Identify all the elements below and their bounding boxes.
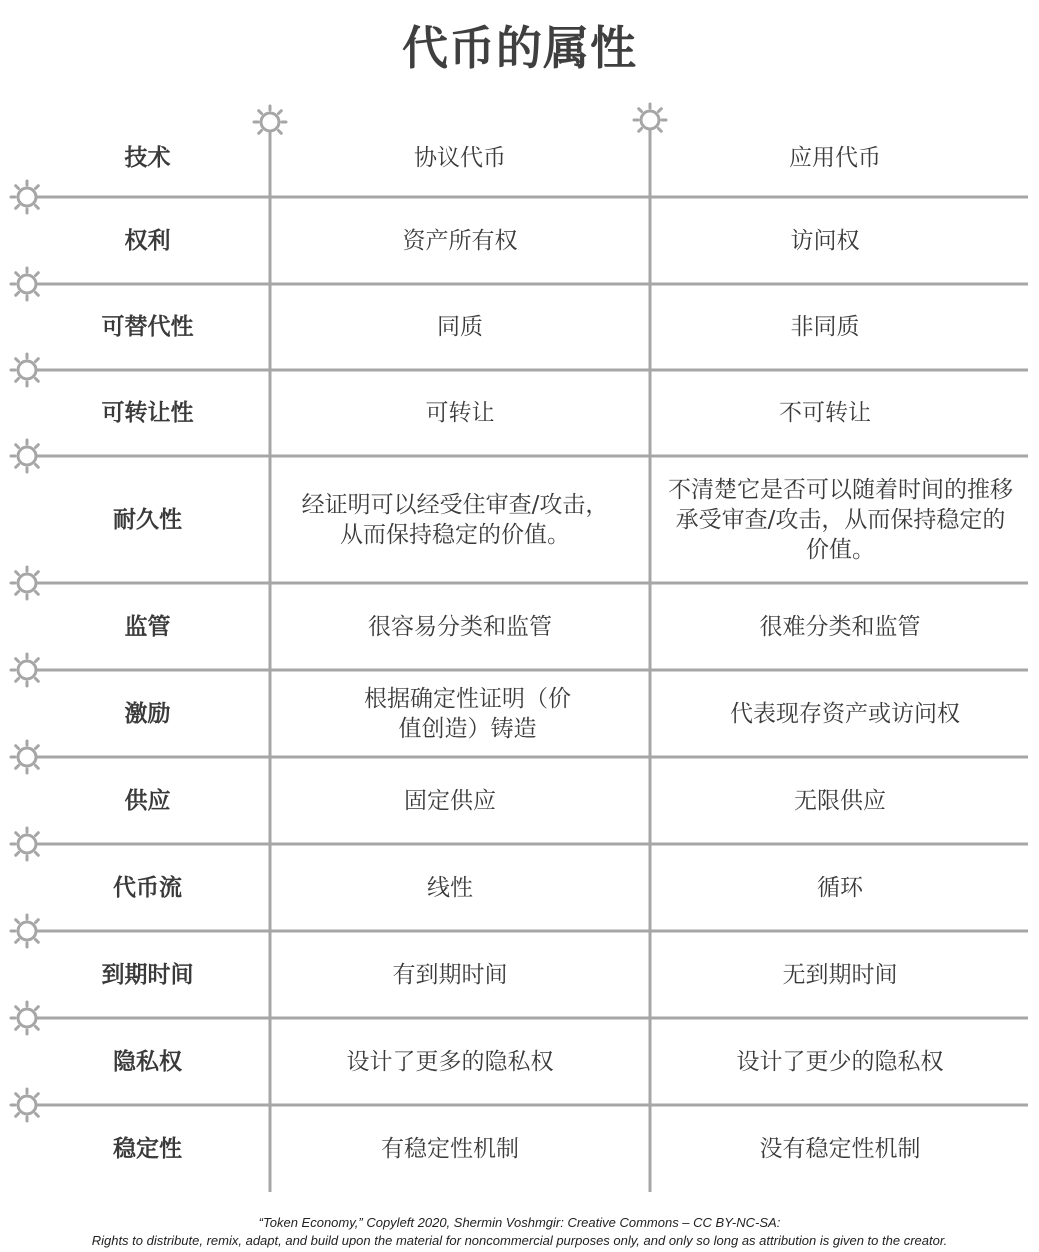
row-label: 可替代性 xyxy=(101,314,194,340)
header-row-label: 技术 xyxy=(124,144,171,171)
gear-icon xyxy=(11,181,43,213)
row-col2: 非同质 xyxy=(790,314,860,340)
row-col1: 固定供应 xyxy=(404,787,496,814)
row-col1: 有稳定性机制 xyxy=(381,1135,519,1162)
row-col1: 经证明可以经受住审查/攻击，从而保持稳定的价值。 xyxy=(301,491,609,548)
row-label: 隐私权 xyxy=(113,1048,182,1075)
gear-icon xyxy=(634,104,666,136)
row-label: 权利 xyxy=(124,227,171,254)
row-col1: 线性 xyxy=(427,874,473,901)
row-col2: 访问权 xyxy=(790,227,860,254)
row-col1: 同质 xyxy=(437,314,483,340)
row-label: 激励 xyxy=(124,700,171,727)
row-col2: 代表现存资产或访问权 xyxy=(730,700,960,727)
footer-license: Rights to distribute, remix, adapt, and build upon the material for noncommercial purposes only, and only so long as attribution is given to the creator. xyxy=(91,1233,948,1248)
row-label: 可转让性 xyxy=(101,400,194,426)
gear-icon xyxy=(11,741,43,773)
row-label: 监管 xyxy=(124,613,171,640)
row-label: 代币流 xyxy=(113,874,182,901)
row-col1: 很容易分类和监管 xyxy=(368,613,552,640)
row-label: 供应 xyxy=(124,787,171,814)
row-col1: 根据确定性证明（价值创造）铸造 xyxy=(364,685,571,742)
row-col1: 设计了更多的隐私权 xyxy=(346,1048,554,1075)
row-col2: 很难分类和监管 xyxy=(759,613,921,640)
gear-icon xyxy=(254,106,286,138)
row-col2: 设计了更少的隐私权 xyxy=(736,1048,944,1075)
row-col2: 循环 xyxy=(817,874,863,901)
gear-icon xyxy=(11,654,43,686)
footer-credit: “Token Economy,” Copyleft 2020, Shermin Voshmgir: Creative Commons – CC BY-NC-SA: xyxy=(258,1215,781,1230)
page-title: 代币的属性 xyxy=(402,21,637,75)
gear-icon xyxy=(11,1002,43,1034)
gear-icon xyxy=(11,440,43,472)
gear-icon xyxy=(11,1089,43,1121)
row-label: 到期时间 xyxy=(101,961,194,988)
row-col1: 资产所有权 xyxy=(402,227,518,254)
header-col1: 协议代币 xyxy=(414,144,506,171)
row-col1: 有到期时间 xyxy=(392,961,508,988)
row-col2: 无限供应 xyxy=(794,787,886,814)
gear-icon xyxy=(11,828,43,860)
row-col1: 可转让 xyxy=(425,400,495,426)
row-col2: 不清楚它是否可以随着时间的推移承受审查/攻击，从而保持稳定的价值。 xyxy=(668,476,1013,563)
gear-icon xyxy=(11,567,43,599)
row-label: 稳定性 xyxy=(113,1135,182,1162)
row-col2: 不可转让 xyxy=(779,400,871,426)
gear-icon xyxy=(11,915,43,947)
gear-icon xyxy=(11,268,43,300)
gear-icon xyxy=(11,354,43,386)
header-col2: 应用代币 xyxy=(789,144,881,171)
row-col2: 没有稳定性机制 xyxy=(759,1135,921,1162)
row-label: 耐久性 xyxy=(113,506,182,533)
row-col2: 无到期时间 xyxy=(782,961,898,988)
